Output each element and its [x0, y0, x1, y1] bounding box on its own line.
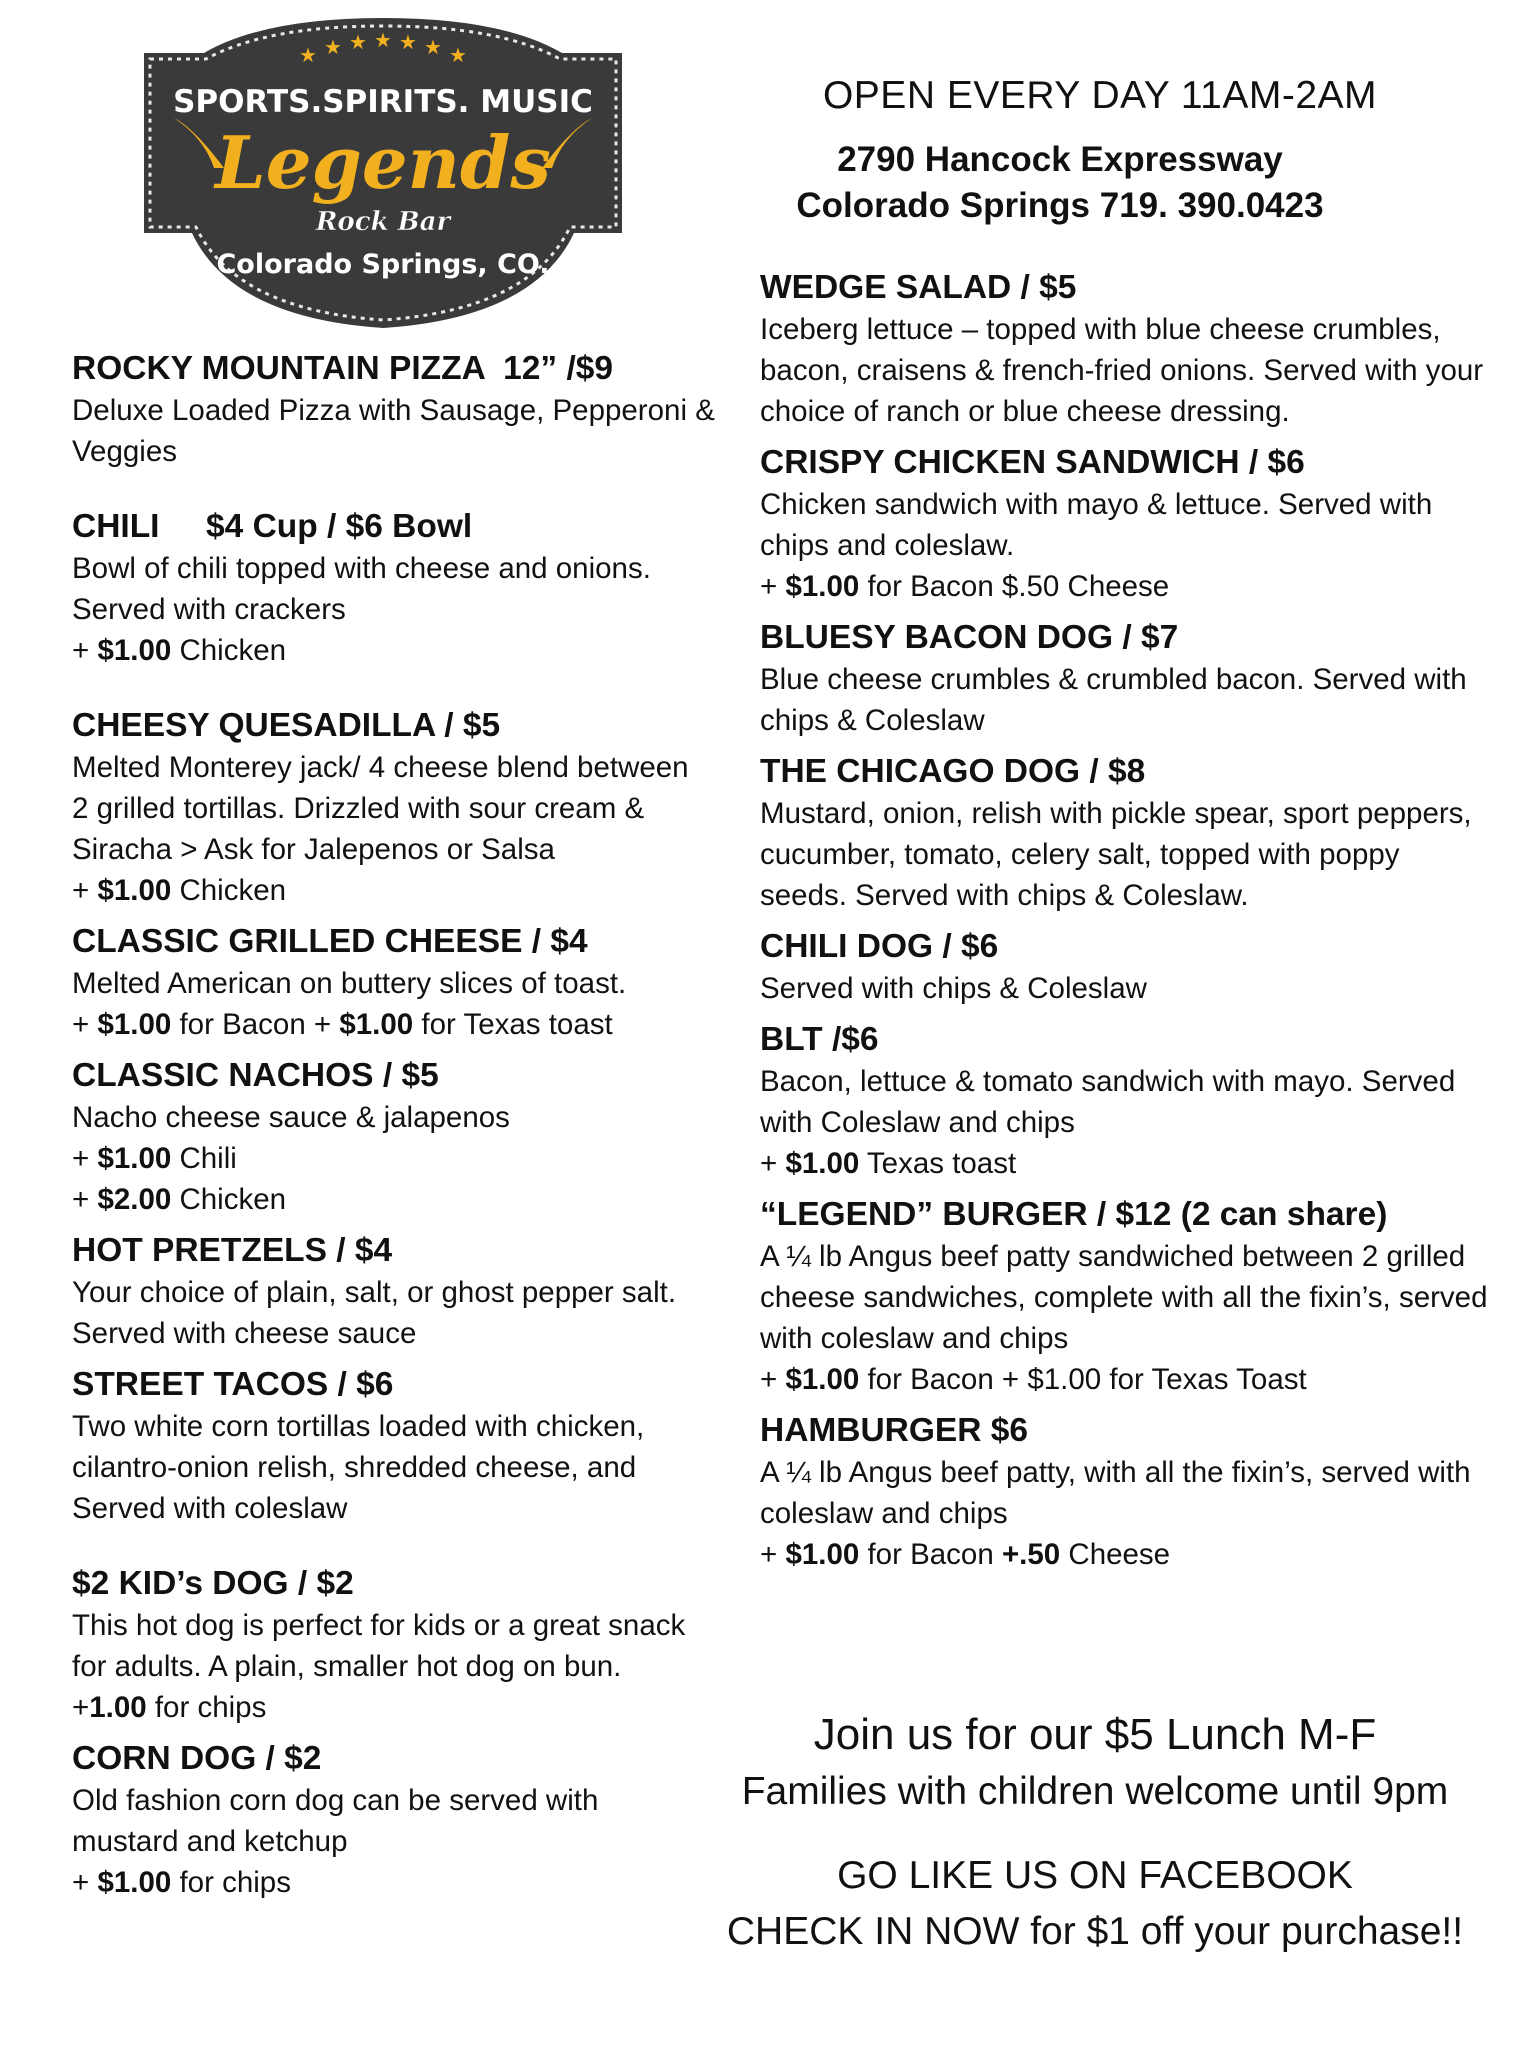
menu-item-description-line [72, 870, 752, 911]
description-text: for Bacon [859, 1538, 1002, 1571]
menu-item-title: CRISPY CHICKEN SANDWICH / $6 [760, 444, 1305, 481]
menu-item [760, 1019, 1532, 1184]
svg-text:★: ★ [349, 30, 367, 54]
addon-price: $1.00 [97, 634, 172, 667]
menu-item-description-line [760, 309, 1532, 350]
menu-item-title: CLASSIC GRILLED CHEESE / $4 [72, 923, 588, 960]
menu-item-description-line [72, 788, 752, 829]
address-line: 2790 Hancock Expressway [837, 140, 1283, 179]
description-text: for chips [171, 1866, 291, 1899]
description-text: + [760, 1363, 786, 1396]
description-text: A ¼ lb Angus beef patty, with all the fixin’s, served with [760, 1456, 1471, 1489]
menu-item-description-line [72, 431, 752, 472]
description-text: choice of ranch or blue cheese dressing. [760, 395, 1290, 428]
description-text: + [72, 1691, 90, 1724]
menu-item-title: HAMBURGER $6 [760, 1412, 1029, 1449]
menu-item [72, 348, 752, 472]
addon-price: $1.00 [97, 874, 172, 907]
menu-item-description-line [760, 659, 1532, 700]
opening-hours: OPEN EVERY DAY 11AM-2AM [822, 74, 1378, 117]
description-text: + [72, 1866, 98, 1899]
description-text: for Bacon + $1.00 for Texas Toast [859, 1363, 1307, 1396]
menu-item-description-line [72, 390, 752, 431]
description-text: for Texas toast [413, 1008, 613, 1041]
description-text: + [72, 634, 98, 667]
families-note: Families with children welcome until 9pm [741, 1770, 1449, 1813]
menu-item-title: CHILI DOG / $6 [760, 928, 999, 965]
menu-item-description-line [72, 1488, 752, 1529]
description-text: + [72, 1008, 98, 1041]
description-text: coleslaw and chips [760, 1497, 1008, 1530]
description-text: for Bacon $.50 Cheese [859, 570, 1170, 603]
menu-item-description-line [760, 834, 1532, 875]
addon-price: $2.00 [97, 1183, 172, 1216]
menu-item-description-line [760, 1102, 1532, 1143]
menu-item [760, 1194, 1532, 1400]
menu-item-description-line [760, 1493, 1532, 1534]
menu-item-description-line [760, 1143, 1532, 1184]
svg-text:★: ★ [449, 43, 467, 67]
menu-item-description-line [72, 589, 752, 630]
description-text: + [760, 1147, 786, 1180]
menu-item-title: CHILI $4 Cup / $6 Bowl [72, 508, 473, 545]
menu-item [760, 442, 1532, 607]
menu-item-description-line [72, 1605, 752, 1646]
description-text: Chicken [171, 874, 287, 907]
description-text: mustard and ketchup [72, 1825, 348, 1858]
description-text: Your choice of plain, salt, or ghost pepper salt. [72, 1276, 677, 1309]
menu-item-description-line [72, 829, 752, 870]
menu-item-title: THE CHICAGO DOG / $8 [760, 753, 1146, 790]
description-text: Mustard, onion, relish with pickle spear, sport peppers, [760, 797, 1472, 830]
menu-item-title: ROCKY MOUNTAIN PIZZA 12” /$9 [72, 350, 614, 387]
menu-item-description-line [760, 1452, 1532, 1493]
description-text: cheese sandwiches, complete with all the fixin’s, served [760, 1281, 1488, 1314]
description-text: Old fashion corn dog can be served with [72, 1784, 599, 1817]
addon-price: 1.00 [89, 1691, 147, 1724]
description-text: cilantro-onion relish, shredded cheese, and [72, 1451, 637, 1484]
menu-item-description-line [760, 391, 1532, 432]
svg-text:★: ★ [299, 43, 317, 67]
description-text: A ¼ lb Angus beef patty sandwiched between 2 grilled [760, 1240, 1466, 1273]
menu-item [72, 705, 752, 911]
menu-item-description-line [760, 350, 1532, 391]
menu-item-description-line [72, 1272, 752, 1313]
addon-price: $1.00 [785, 570, 860, 603]
description-text: Siracha > Ask for Jalepenos or Salsa [72, 833, 555, 866]
description-text: for adults. A plain, smaller hot dog on bun. [72, 1650, 622, 1683]
menu-item [72, 1563, 752, 1728]
svg-text:★: ★ [424, 35, 442, 59]
lunch-promo: Join us for our $5 Lunch M-F [813, 1710, 1377, 1759]
menu-left-column [72, 348, 752, 1903]
menu-item-description-line [760, 1534, 1532, 1575]
menu-item-description-line [72, 1687, 752, 1728]
description-text: Bowl of chili topped with cheese and onions. [72, 552, 651, 585]
description-text: Iceberg lettuce – topped with blue cheese crumbles, [760, 313, 1441, 346]
description-text: Veggies [72, 435, 177, 468]
description-text: Nacho cheese sauce & jalapenos [72, 1101, 510, 1134]
menu-item [72, 921, 752, 1045]
description-text: Served with cheese sauce [72, 1317, 417, 1350]
menu-item-title: CLASSIC NACHOS / $5 [72, 1057, 439, 1094]
description-text: with Coleslaw and chips [760, 1106, 1075, 1139]
legends-logo [134, 18, 632, 328]
description-text: This hot dog is perfect for kids or a great snack [72, 1609, 686, 1642]
description-text: chips & Coleslaw [760, 704, 985, 737]
description-text: 2 grilled tortillas. Drizzled with sour cream & [72, 792, 645, 825]
menu-item [72, 1055, 752, 1220]
menu-item-description-line [72, 1097, 752, 1138]
menu-item-description-line [760, 700, 1532, 741]
menu-right-column [760, 267, 1532, 1575]
menu-item-description-line [72, 1646, 752, 1687]
checkin-promo: CHECK IN NOW for $1 off your purchase!! [726, 1910, 1464, 1953]
description-text: Texas toast [859, 1147, 1017, 1180]
description-text: chips and coleslaw. [760, 529, 1015, 562]
description-text: bacon, craisens & french-fried onions. Served with your [760, 354, 1484, 387]
menu-item-description-line [760, 1318, 1532, 1359]
description-text: seeds. Served with chips & Coleslaw. [760, 879, 1249, 912]
menu-item-description-line [72, 1138, 752, 1179]
svg-text:★: ★ [324, 35, 342, 59]
addon-price: $1.00 [785, 1147, 860, 1180]
description-text: Melted American on buttery slices of toast. [72, 967, 627, 1000]
description-text: Melted Monterey jack/ 4 cheese blend between [72, 751, 689, 784]
menu-item-title: BLT /$6 [760, 1021, 879, 1058]
description-text: Served with chips & Coleslaw [760, 972, 1147, 1005]
logo-location: Colorado Springs, CO. [216, 249, 550, 280]
menu-item-description-line [72, 1313, 752, 1354]
svg-text:★: ★ [374, 28, 392, 52]
menu-item-description-line [760, 525, 1532, 566]
logo-brand: Legends [215, 120, 551, 205]
description-text: Bacon, lettuce & tomato sandwich with mayo. Served [760, 1065, 1456, 1098]
menu-item-description-line [72, 1004, 752, 1045]
facebook-promo: GO LIKE US ON FACEBOOK [837, 1854, 1353, 1897]
menu-item [760, 926, 1532, 1009]
description-text: + [72, 1142, 98, 1175]
addon-price: $1.00 [97, 1866, 172, 1899]
menu-item [760, 267, 1532, 432]
svg-text:★: ★ [399, 30, 417, 54]
menu-item-title: BLUESY BACON DOG / $7 [760, 619, 1179, 656]
menu-item-description-line [72, 630, 752, 671]
description-text: for Bacon + [171, 1008, 340, 1041]
menu-item-description-line [760, 875, 1532, 916]
menu-item-description-line [760, 566, 1532, 607]
logo-sub: Rock Bar [315, 207, 451, 237]
logo-tagline: SPORTS.SPIRITS. MUSIC [173, 84, 593, 120]
description-text: + [760, 570, 786, 603]
addon-price: $1.00 [97, 1008, 172, 1041]
addon-price: $1.00 [785, 1538, 860, 1571]
menu-item-description-line [760, 793, 1532, 834]
description-text: Chicken sandwich with mayo & lettuce. Served with [760, 488, 1433, 521]
menu-item-description-line [760, 1236, 1532, 1277]
menu-item [72, 1230, 752, 1354]
description-text: Two white corn tortillas loaded with chicken, [72, 1410, 645, 1443]
description-text: + [760, 1538, 786, 1571]
menu-item [760, 1410, 1532, 1575]
menu-item-description-line [72, 1780, 752, 1821]
description-text: Served with crackers [72, 593, 346, 626]
menu-item [72, 1738, 752, 1903]
addon-price: $1.00 [97, 1142, 172, 1175]
description-text: Blue cheese crumbles & crumbled bacon. Served with [760, 663, 1467, 696]
menu-item [72, 506, 752, 671]
menu-item-title: $2 KID’s DOG / $2 [72, 1565, 354, 1602]
description-text: for chips [146, 1691, 267, 1724]
menu-item [760, 751, 1532, 916]
menu-item [760, 617, 1532, 741]
menu-item-description-line [760, 968, 1532, 1009]
menu-item-description-line [72, 747, 752, 788]
menu-item-title: STREET TACOS / $6 [72, 1366, 394, 1403]
description-text: Cheese [1060, 1538, 1171, 1571]
addon-price: $1.00 [785, 1363, 860, 1396]
description-text: with coleslaw and chips [760, 1322, 1069, 1355]
menu-item-title: CORN DOG / $2 [72, 1740, 322, 1777]
description-text: Chicken [171, 634, 287, 667]
description-text: Chili [171, 1142, 237, 1175]
menu-item-description-line [72, 1179, 752, 1220]
description-text: Chicken [171, 1183, 287, 1216]
menu-item-description-line [72, 1862, 752, 1903]
city-phone-line: Colorado Springs 719. 390.0423 [796, 186, 1324, 225]
menu-item-description-line [72, 548, 752, 589]
menu-item-title: HOT PRETZELS / $4 [72, 1232, 393, 1269]
addon-price: +.50 [1001, 1538, 1061, 1571]
menu-item-description-line [760, 1359, 1532, 1400]
menu-item [72, 1364, 752, 1529]
description-text: Served with coleslaw [72, 1492, 348, 1525]
menu-item-description-line [760, 1061, 1532, 1102]
menu-item-description-line [72, 1821, 752, 1862]
description-text: + [72, 1183, 98, 1216]
menu-item-description-line [72, 1447, 752, 1488]
description-text: cucumber, tomato, celery salt, topped with poppy [760, 838, 1400, 871]
menu-item-description-line [760, 484, 1532, 525]
description-text: + [72, 874, 98, 907]
description-text: Deluxe Loaded Pizza with Sausage, Pepperoni & [72, 394, 715, 427]
menu-item-description-line [72, 1406, 752, 1447]
menu-item-title: CHEESY QUESADILLA / $5 [72, 707, 501, 744]
menu-item-description-line [760, 1277, 1532, 1318]
menu-item-title: “LEGEND” BURGER / $12 (2 can share) [760, 1196, 1388, 1233]
menu-item-title: WEDGE SALAD / $5 [760, 269, 1077, 306]
addon-price: $1.00 [339, 1008, 414, 1041]
menu-item-description-line [72, 963, 752, 1004]
